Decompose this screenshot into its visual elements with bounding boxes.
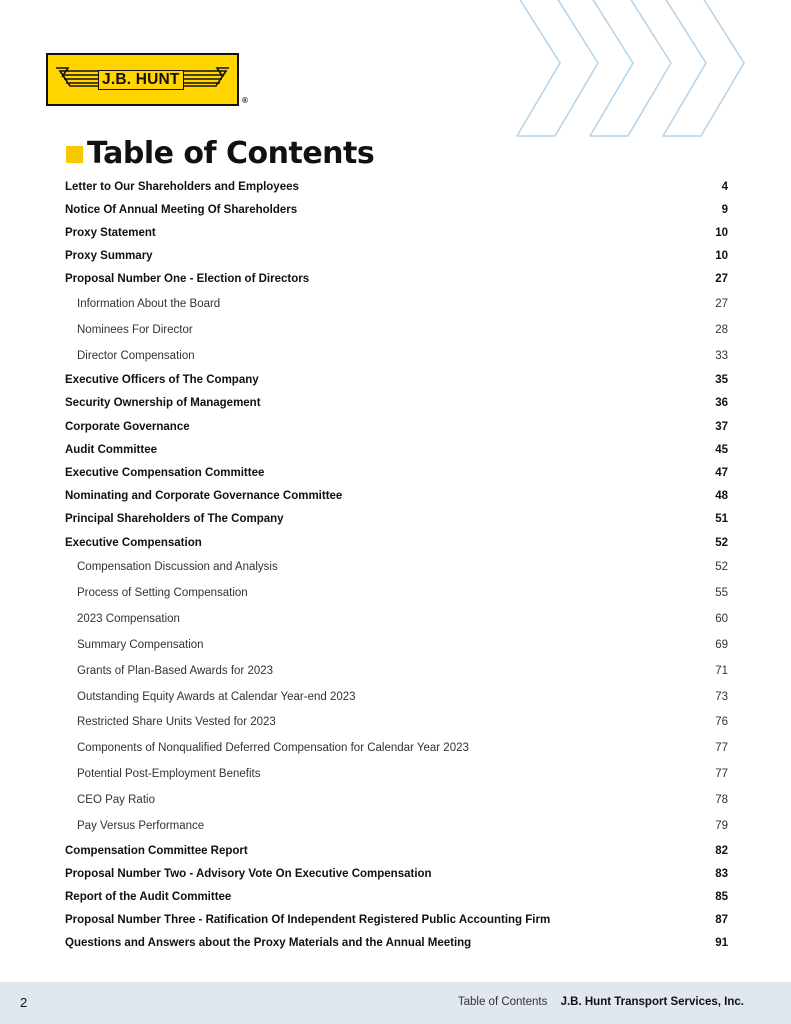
toc-entry-page: 47	[715, 466, 728, 479]
toc-entry[interactable]	[65, 245, 728, 268]
toc-entry-label: Letter to Our Shareholders and Employees	[65, 180, 299, 193]
toc-entry-page: 87	[715, 914, 728, 927]
toc-entry[interactable]	[65, 268, 728, 291]
toc-subentry[interactable]	[65, 580, 728, 606]
toc-entry-page: 10	[715, 226, 728, 239]
toc-entry-page: 60	[715, 612, 728, 625]
toc-entry-page: 77	[715, 768, 728, 781]
toc-subentry[interactable]	[65, 787, 728, 813]
page-footer	[0, 982, 791, 1024]
toc-subentry[interactable]	[65, 684, 728, 710]
toc-entry-page: 35	[715, 374, 728, 387]
footer-text	[458, 996, 744, 1008]
toc-entry-page: 78	[715, 794, 728, 807]
page-number: 2	[20, 995, 28, 1010]
toc-entry-page: 83	[715, 867, 728, 880]
toc-entry[interactable]	[65, 508, 728, 531]
toc-entry[interactable]	[65, 221, 728, 244]
toc-entry-page: 77	[715, 742, 728, 755]
toc-entry-label: Compensation Discussion and Analysis	[77, 561, 278, 574]
toc-entry[interactable]	[65, 885, 728, 908]
toc-entry-page: 91	[715, 937, 728, 950]
toc-entry-label: Proxy Summary	[65, 250, 153, 263]
footer-section: Table of Contents	[457, 996, 548, 1008]
toc-entry-label: Proposal Number One - Election of Directors	[65, 273, 310, 286]
toc-entry-label: Process of Setting Compensation	[77, 586, 248, 599]
toc-entry-label: Compensation Committee Report	[65, 844, 248, 857]
toc-entry[interactable]	[65, 175, 728, 198]
toc-entry-label: Nominees For Director	[77, 323, 193, 336]
toc-entry[interactable]	[65, 908, 728, 931]
toc-entry-label: Grants of Plan-Based Awards for 2023	[77, 664, 274, 677]
toc-entry-page: 52	[715, 536, 728, 549]
toc-entry-label: Report of the Audit Committee	[65, 890, 232, 903]
chevron-decoration-icon	[505, 0, 791, 140]
toc-entry-label: Principal Shareholders of The Company	[65, 513, 284, 526]
toc-entry-label: Audit Committee	[65, 443, 157, 456]
toc-entry-label: Proposal Number Three - Ratification Of Independent Registered Public Accounting Firm	[65, 914, 551, 927]
toc-entry-page: 69	[715, 638, 728, 651]
toc-subentry[interactable]	[65, 606, 728, 632]
company-logo	[46, 53, 239, 106]
toc-entry-page: 82	[715, 844, 728, 857]
table-of-contents	[65, 175, 728, 955]
logo-text: J.B. HUNT	[98, 70, 184, 90]
toc-entry-page: 51	[715, 513, 728, 526]
toc-subentry[interactable]	[65, 658, 728, 684]
toc-entry-label: Proposal Number Two - Advisory Vote On Executive Compensation	[65, 867, 432, 880]
toc-entry-page: 76	[715, 716, 728, 729]
toc-entry[interactable]	[65, 932, 728, 955]
registered-mark: ®	[242, 96, 248, 105]
toc-entry[interactable]	[65, 862, 728, 885]
toc-entry[interactable]	[65, 392, 728, 415]
toc-subentry[interactable]	[65, 735, 728, 761]
toc-entry-page: 33	[715, 349, 728, 362]
toc-entry-page: 37	[715, 420, 728, 433]
toc-entry-label: Questions and Answers about the Proxy Materials and the Annual Meeting	[65, 937, 472, 950]
toc-entry-label: Notice Of Annual Meeting Of Shareholders	[65, 203, 298, 216]
toc-subentry[interactable]	[65, 632, 728, 658]
toc-entry-page: 55	[715, 586, 728, 599]
toc-entry-page: 52	[715, 561, 728, 574]
toc-entry[interactable]	[65, 369, 728, 392]
toc-entry[interactable]	[65, 839, 728, 862]
toc-entry[interactable]	[65, 415, 728, 438]
toc-entry-page: 71	[715, 664, 728, 677]
toc-entry-page: 79	[715, 819, 728, 832]
toc-entry-page: 27	[715, 273, 728, 286]
toc-entry-label: Outstanding Equity Awards at Calendar Year-end 2023	[77, 690, 356, 703]
toc-entry-label: Director Compensation	[77, 349, 195, 362]
toc-entry-page: 4	[721, 180, 728, 193]
page-title: Table of Contents	[87, 136, 375, 171]
toc-entry-label: Pay Versus Performance	[77, 819, 205, 832]
toc-entry-page: 45	[715, 443, 728, 456]
toc-entry-label: Summary Compensation	[77, 638, 204, 651]
toc-entry[interactable]	[65, 461, 728, 484]
toc-entry-label: Security Ownership of Management	[65, 397, 261, 410]
toc-entry-label: Executive Compensation	[65, 536, 202, 549]
toc-entry-label: Executive Compensation Committee	[65, 466, 265, 479]
toc-subentry[interactable]	[65, 554, 728, 580]
toc-entry-page: 48	[715, 490, 728, 503]
footer-company: J.B. Hunt Transport Services, Inc.	[560, 996, 744, 1008]
toc-subentry[interactable]	[65, 291, 728, 317]
toc-entry-label: Executive Officers of The Company	[65, 374, 259, 387]
toc-entry-page: 27	[715, 297, 728, 310]
toc-entry-page: 10	[715, 250, 728, 263]
toc-entry-page: 28	[715, 323, 728, 336]
toc-subentry[interactable]	[65, 343, 728, 369]
toc-entry-label: CEO Pay Ratio	[77, 794, 155, 807]
toc-subentry[interactable]	[65, 761, 728, 787]
toc-entry-page: 85	[715, 890, 728, 903]
toc-entry[interactable]	[65, 531, 728, 554]
toc-entry-page: 73	[715, 690, 728, 703]
toc-entry-label: Proxy Statement	[65, 226, 156, 239]
toc-entry-label: Components of Nonqualified Deferred Compensation for Calendar Year 2023	[77, 742, 469, 755]
toc-subentry[interactable]	[65, 813, 728, 839]
toc-entry-label: Corporate Governance	[65, 420, 190, 433]
toc-entry-label: Nominating and Corporate Governance Committee	[65, 490, 343, 503]
toc-entry-label: Restricted Share Units Vested for 2023	[77, 716, 276, 729]
toc-entry[interactable]	[65, 485, 728, 508]
toc-entry[interactable]	[65, 438, 728, 461]
toc-entry-page: 36	[715, 397, 728, 410]
toc-subentry[interactable]	[65, 317, 728, 343]
toc-entry-page: 9	[721, 203, 728, 216]
title-accent-square-icon	[66, 146, 83, 163]
toc-entry[interactable]	[65, 198, 728, 221]
toc-subentry[interactable]	[65, 709, 728, 735]
toc-entry-label: Potential Post-Employment Benefits	[77, 768, 261, 781]
toc-entry-label: Information About the Board	[77, 297, 221, 310]
toc-entry-label: 2023 Compensation	[77, 612, 180, 625]
